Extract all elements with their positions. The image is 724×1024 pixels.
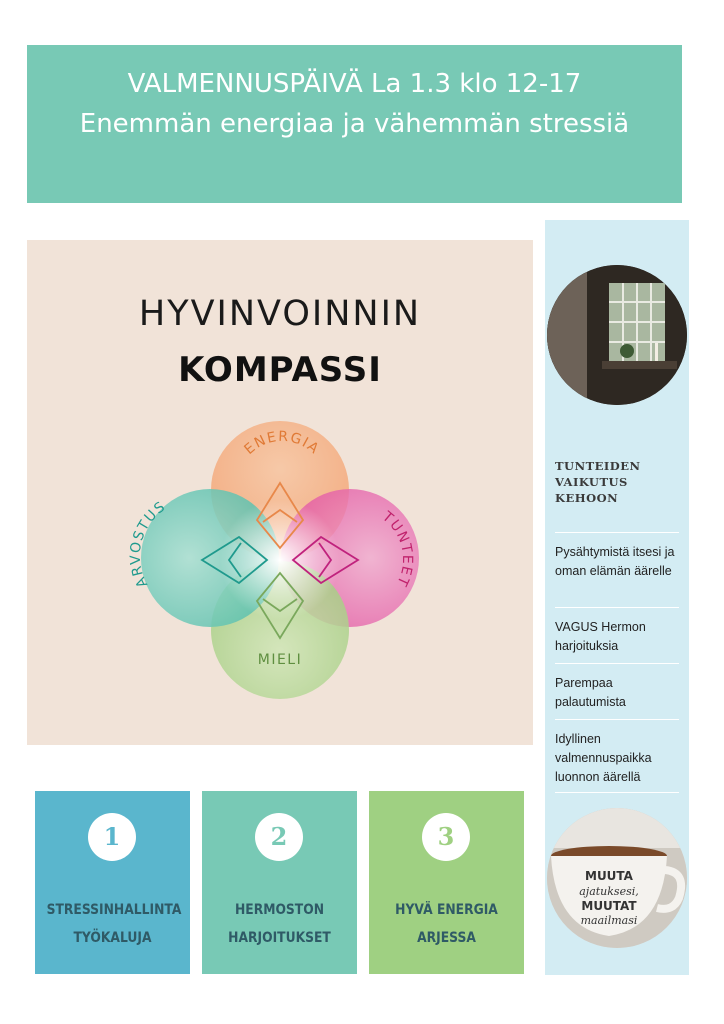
mug-photo [547, 808, 687, 948]
sidebar-heading: TUNTEIDEN VAIKUTUS KEHOON [555, 459, 641, 505]
feature-box-3 [369, 791, 524, 974]
sidebar-item: VAGUS Hermon harjoituksia [555, 607, 679, 656]
mug-text-3: MUUTAT [581, 899, 637, 913]
compass-graphic [27, 240, 533, 745]
window-photo [547, 265, 687, 405]
wellbeing-compass-panel [27, 240, 533, 745]
petal-label-right: TUNTEET [379, 508, 416, 590]
compass-title-line2: KOMPASSI [178, 350, 382, 390]
feature-label-line2: TYÖKALUJA [73, 930, 152, 946]
feature-label-line1: HERMOSTON [234, 902, 325, 918]
feature-number: 2 [255, 813, 303, 861]
feature-label-line2: ARJESSA [417, 930, 476, 946]
banner-subtitle: Enemmän energiaa ja vähemmän stressiä [79, 109, 630, 139]
compass-title-line1: HYVINVOINNIN [138, 294, 422, 334]
feature-box-2 [202, 791, 357, 974]
feature-box-1 [35, 791, 190, 974]
sidebar-item: Idyllinen valmennuspaikka luonnon äärellä [555, 719, 679, 787]
feature-label [214, 896, 346, 952]
feature-number: 3 [422, 813, 470, 861]
compass-center-glow [220, 500, 340, 620]
window-photo-icon [547, 265, 687, 405]
header-banner [27, 45, 682, 203]
petal-label-top: ENERGIA [241, 428, 323, 458]
feature-label [381, 896, 513, 952]
feature-label [46, 896, 182, 952]
sidebar-divider [555, 792, 679, 793]
petal-label-left: ARVOSTUS [127, 498, 170, 590]
feature-label-line1: HYVÄ ENERGIA [395, 902, 498, 918]
feature-number: 1 [88, 813, 136, 861]
mug-text-4: maailmasi [580, 914, 638, 927]
banner-title: VALMENNUSPÄIVÄ La 1.3 klo 12-17 [127, 69, 582, 99]
petal-label-bottom: MIELI [257, 652, 303, 668]
feature-label-line1: STRESSINHALLINTA [46, 902, 182, 918]
mug-text-1: MUUTA [585, 869, 633, 883]
sidebar-item: Pysähtymistä itsesi ja oman elämän äärelle [555, 532, 679, 581]
mug-text-2: ajatuksesi, [579, 885, 639, 898]
feature-label-line2: HARJOITUKSET [228, 930, 331, 946]
coffee-mug-icon [547, 808, 687, 948]
sidebar [545, 220, 689, 975]
sidebar-item: Parempaa palautumista [555, 663, 679, 712]
